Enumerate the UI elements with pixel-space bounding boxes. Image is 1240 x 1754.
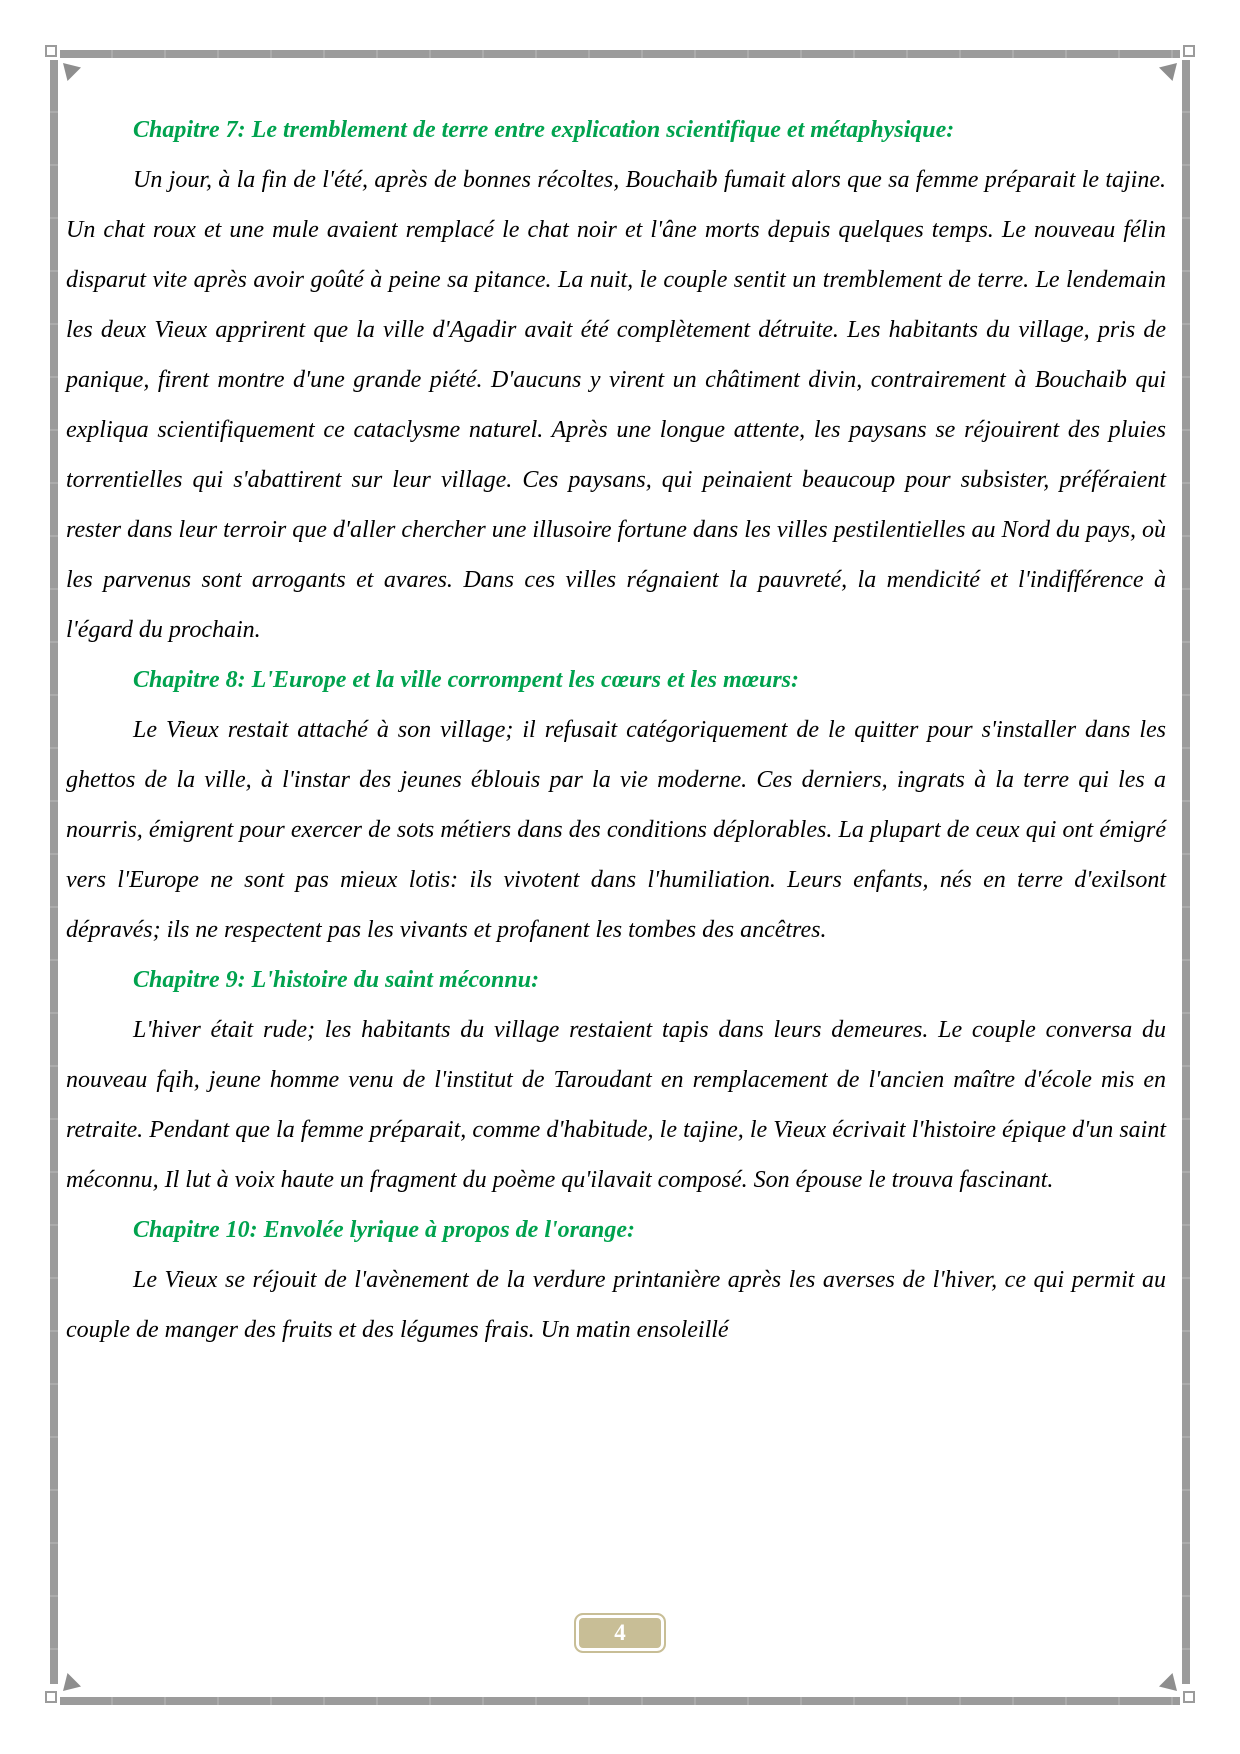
frame-corner-square-icon xyxy=(1183,45,1195,57)
frame-corner-square-icon xyxy=(1183,1691,1195,1703)
frame-border-right xyxy=(1182,60,1190,1684)
frame-corner-triangle-icon xyxy=(1159,1673,1177,1691)
frame-corner-square-icon xyxy=(45,1691,57,1703)
frame-border-top xyxy=(60,50,1180,58)
chapter-10-heading: Chapitre 10: Envolée lyrique à propos de l'orange: xyxy=(133,1217,635,1243)
chapter-9-paragraph: L'hiver était rude; les habitants du village restaient tapis dans leurs demeures. Le couple conversa du nouveau fqih, jeune homme venu de l'institut de Taroudant en remplacement de l'ancien maître d'école mis en retraite. Pendant que la femme préparait, comme d'habitude, le tajine, le Vieux écrivait l'histoire épique d'un saint méconnu, Il lut à voix haute un fragment du poème qu'ilavait composé. Son épouse le trouva fascinant. xyxy=(66,1017,1166,1193)
frame-border-bottom xyxy=(60,1697,1180,1705)
chapter-10-paragraph: Le Vieux se réjouit de l'avènement de la verdure printanière après les averses de l'hiver, ce qui permit au couple de manger des fruits et des légumes frais. Un matin ensoleillé xyxy=(66,1267,1166,1343)
frame-corner-triangle-icon xyxy=(1159,63,1177,81)
chapter-8-paragraph: Le Vieux restait attaché à son village; il refusait catégoriquement de le quitter pour s'installer dans les ghettos de la ville, à l'instar des jeunes éblouis par la vie moderne. Ces derniers, ingrats à la terre qui les a nourris, émigrent pour exercer de sots métiers dans des conditions déplorables. La plupart de ceux qui ont émigré vers l'Europe ne sont pas mieux lotis: ils vivotent dans l'humiliation. Leurs enfants, nés en terre d'exilsont dépravés; ils ne respectent pas les vivants et profanent les tombes des ancêtres. xyxy=(66,717,1166,943)
chapter-7-heading: Chapitre 7: Le tremblement de terre entre explication scientifique et métaphysique: xyxy=(133,117,955,143)
chapter-9-heading: Chapitre 9: L'histoire du saint méconnu: xyxy=(133,967,540,993)
chapter-7-paragraph: Un jour, à la fin de l'été, après de bonnes récoltes, Bouchaib fumait alors que sa femme préparait le tajine. Un chat roux et une mule avaient remplacé le chat noir et l'âne morts depuis quelques temps. Le nouveau félin disparut vite après avoir goûté à peine sa pitance. La nuit, le couple sentit un tremblement de terre. Le lendemain les deux Vieux apprirent que la ville d'Agadir avait été complètement détruite. Les habitants du village, pris de panique, firent montre d'une grande piété. D'aucuns y virent un châtiment divin, contrairement à Bouchaib qui expliqua scientifiquement ce cataclysme naturel. Après une longue attente, les paysans se réjouirent des pluies torrentielles qui s'abattirent sur leur village. Ces paysans, qui peinaient beaucoup pour subsister, préféraient rester dans leur terroir que d'aller chercher une illusoire fortune dans les villes pestilentielles au Nord du pays, où les parvenus sont arrogants et avares. Dans ces villes régnaient la pauvreté, la mendicité et l'indifférence à l'égard du prochain. xyxy=(66,167,1166,643)
frame-border-left xyxy=(50,60,58,1684)
frame-corner-square-icon xyxy=(45,45,57,57)
page-number: 4 xyxy=(614,1620,626,1645)
chapter-8-heading: Chapitre 8: L'Europe et la ville corrompent les cœurs et les mœurs: xyxy=(133,667,799,693)
document-body xyxy=(66,105,1166,1355)
frame-corner-triangle-icon xyxy=(63,1673,81,1691)
page-number-badge xyxy=(574,1613,666,1653)
frame-corner-triangle-icon xyxy=(63,63,81,81)
